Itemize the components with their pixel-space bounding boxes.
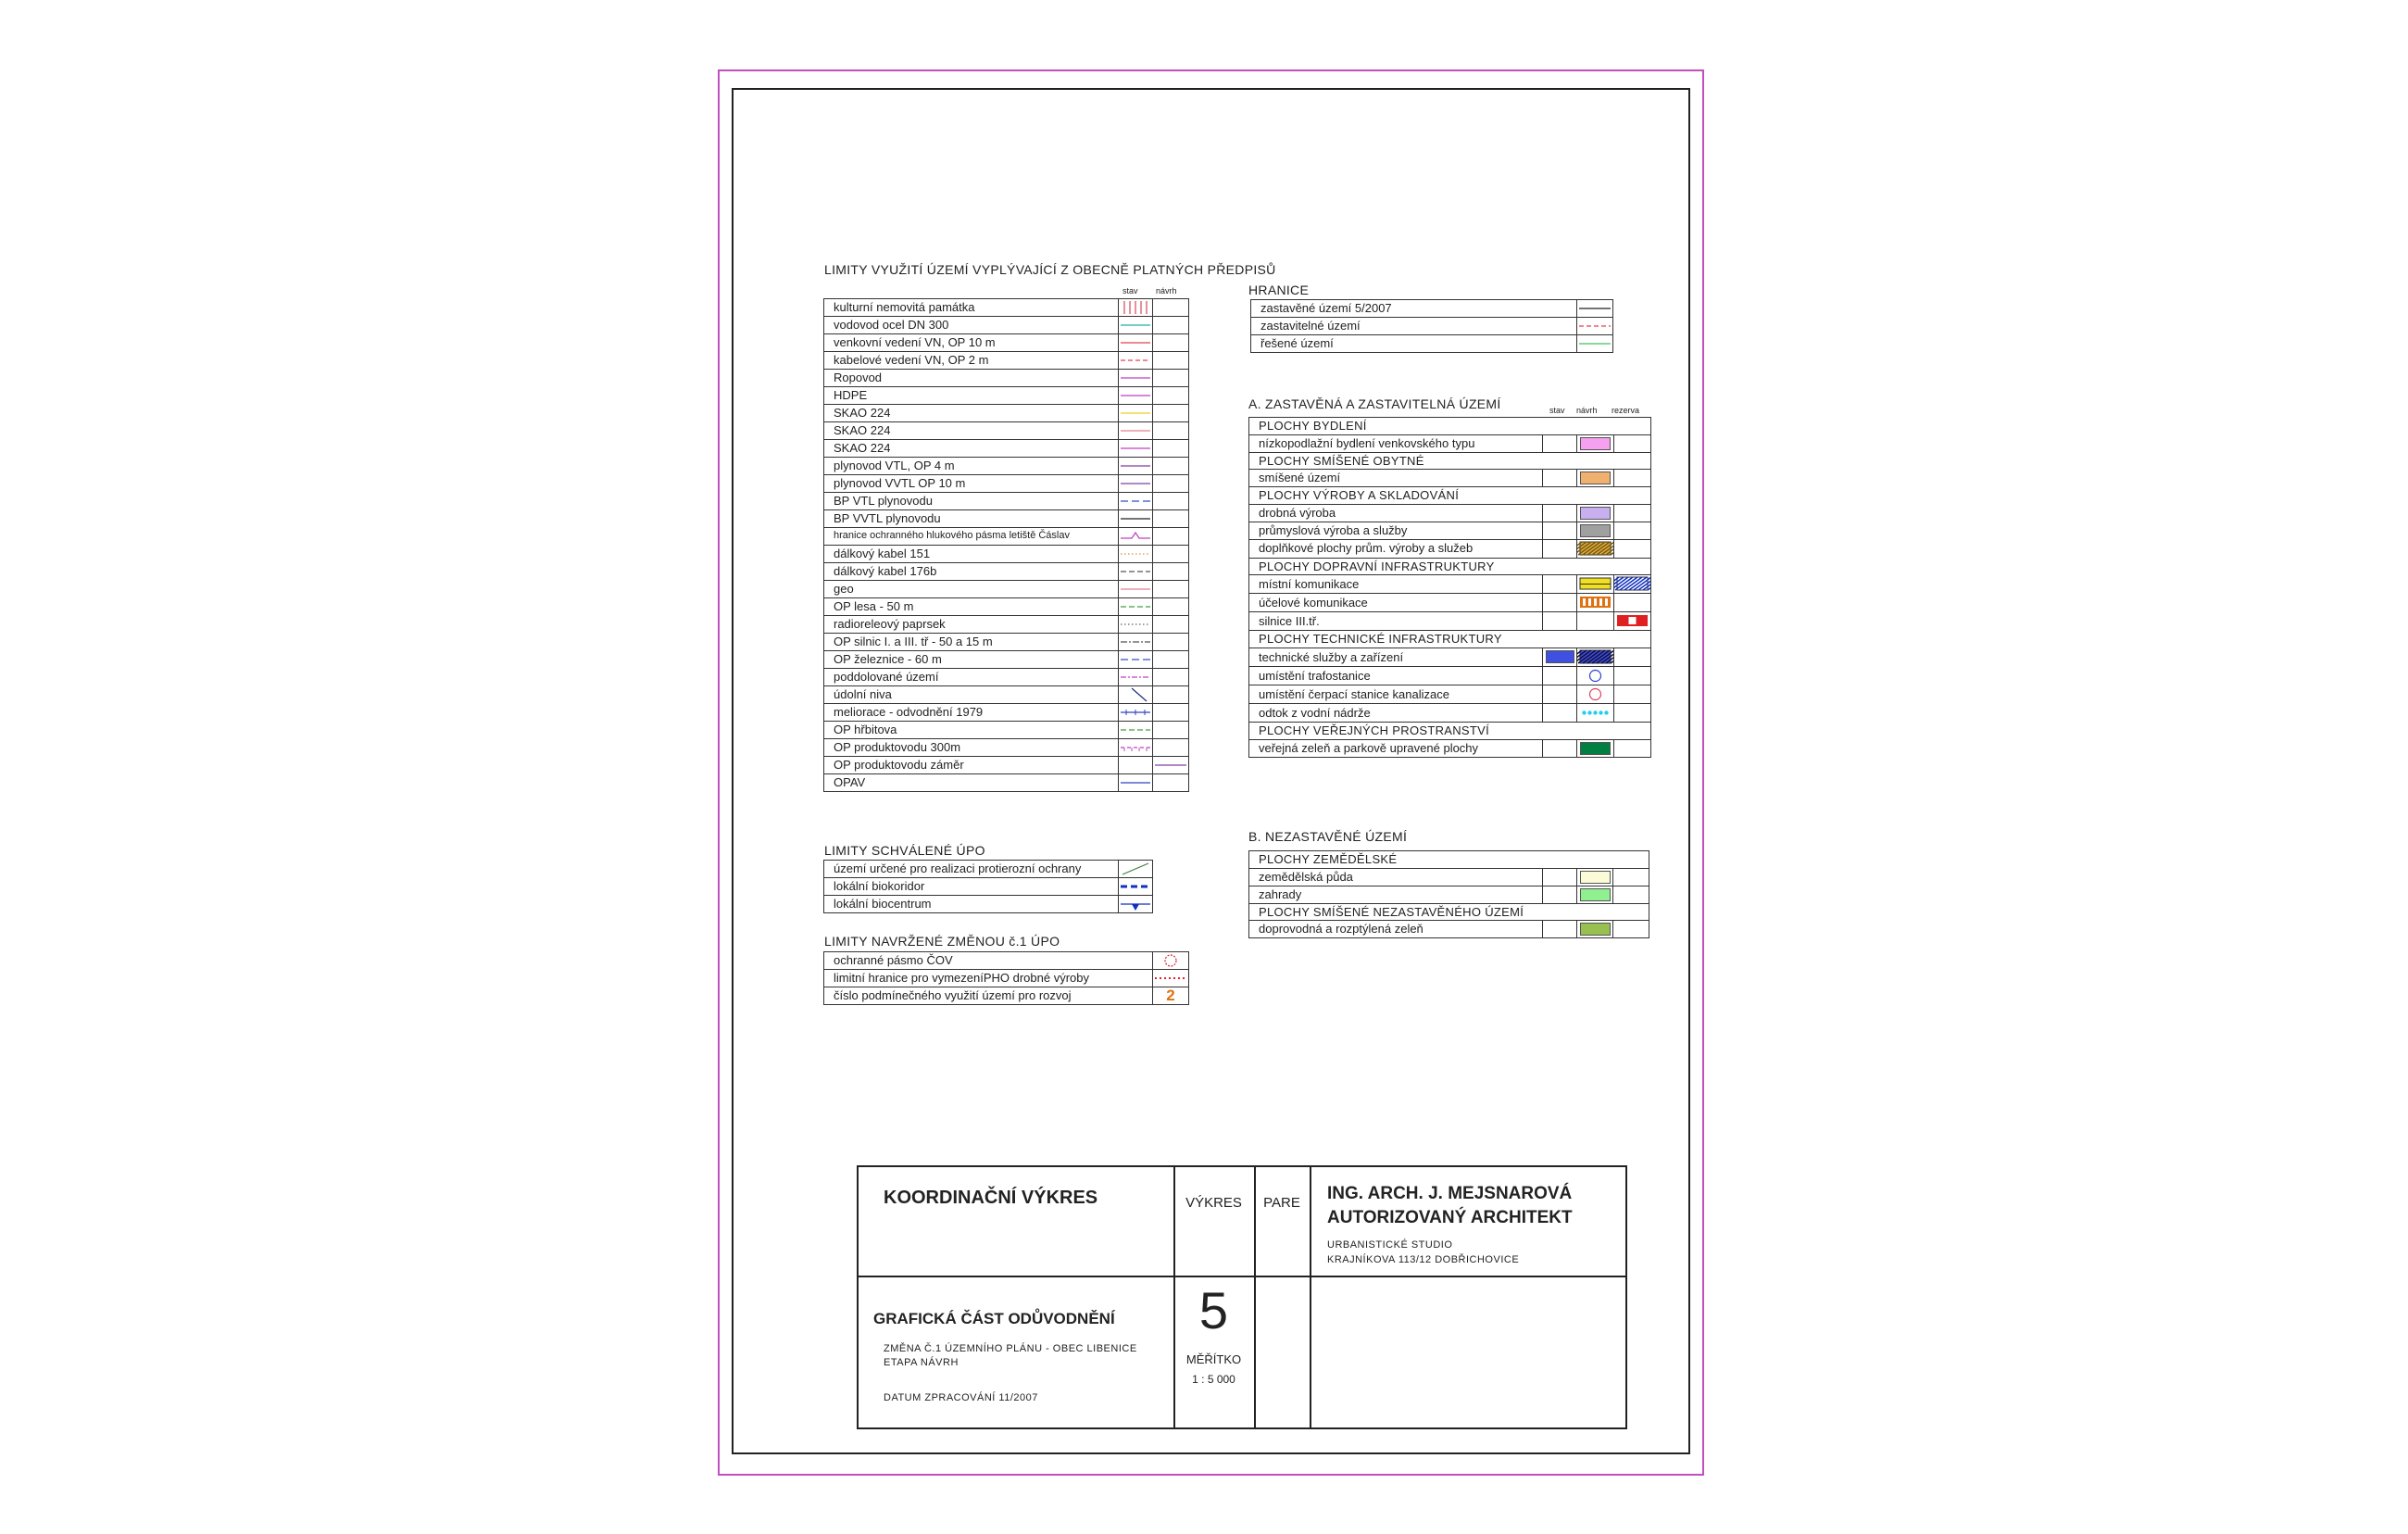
limits-row [824, 686, 1189, 704]
limits-navrh-symbol [1153, 774, 1189, 792]
limits-row [824, 370, 1189, 387]
rezerva-swatch [1614, 666, 1651, 685]
stav-swatch [1543, 868, 1577, 886]
limits-navrh-symbol [1153, 739, 1189, 757]
limits-row [824, 352, 1189, 370]
legend-label: veřejná zeleň a parkově upravené plochy [1249, 739, 1543, 757]
limits-label: meliorace - odvodnění 1979 [824, 704, 1119, 722]
limits-row [824, 334, 1189, 352]
limits-navrh-symbol [1153, 422, 1189, 440]
category-header: PLOCHY VÝROBY A SKLADOVÁNÍ [1249, 487, 1651, 505]
navrh-swatch [1577, 612, 1614, 631]
limits-symbol [1119, 563, 1153, 581]
stav-swatch [1543, 612, 1577, 631]
stav-swatch [1543, 470, 1577, 487]
scale-label: MĚŘÍTKO [1185, 1352, 1242, 1366]
project-stage: ETAPA NÁVRH [884, 1357, 959, 1368]
stav-swatch [1543, 666, 1577, 685]
legend-row [1249, 612, 1651, 631]
limits-navrh-symbol [1153, 405, 1189, 422]
legend-label: technické služby a zařízení [1249, 648, 1543, 666]
proposed-symbol [1153, 952, 1189, 970]
limits-symbol [1119, 739, 1153, 757]
section-b-table [1248, 850, 1649, 938]
date: DATUM ZPRACOVÁNÍ 11/2007 [884, 1392, 1038, 1403]
sheet-number: 5 [1198, 1281, 1229, 1339]
limits-row [824, 405, 1189, 422]
limits-navrh-symbol [1153, 493, 1189, 510]
rezerva-swatch [1614, 575, 1651, 594]
limits-navrh-symbol [1153, 616, 1189, 634]
limits-row [824, 493, 1189, 510]
legend-label: zemědělská půda [1249, 868, 1543, 886]
navrh-swatch [1577, 921, 1613, 938]
navrh-swatch [1577, 539, 1614, 558]
legend-label: umístění čerpací stanice kanalizace [1249, 685, 1543, 703]
col-a-stav-label: stav [1549, 406, 1565, 415]
limits-label: SKAO 224 [824, 422, 1119, 440]
hranice-symbol [1577, 300, 1613, 318]
hranice-row [1251, 318, 1613, 335]
limits-row [824, 616, 1189, 634]
limits-navrh-symbol [1153, 510, 1189, 528]
limits-row [824, 510, 1189, 528]
limits-label: SKAO 224 [824, 440, 1119, 458]
limits-symbol [1119, 774, 1153, 792]
legend-label: doplňkové plochy prům. výroby a služeb [1249, 539, 1543, 558]
legend-label: účelové komunikace [1249, 594, 1543, 612]
limits-label: plynovod VVTL OP 10 m [824, 475, 1119, 493]
navrh-swatch [1577, 470, 1614, 487]
category-header-row [1249, 452, 1651, 470]
limits-row [824, 475, 1189, 493]
hranice-label: zastavitelné území [1251, 318, 1577, 335]
col-a-navrh-label: návrh [1576, 406, 1598, 415]
title-block [857, 1165, 1627, 1429]
limits-label: dálkový kabel 151 [824, 546, 1119, 563]
section-a-table [1248, 417, 1651, 758]
approved-label: lokální biocentrum [824, 896, 1119, 913]
stav-swatch [1543, 575, 1577, 594]
legend-label: doprovodná a rozptýlená zeleň [1249, 921, 1543, 938]
limits-navrh-symbol [1153, 704, 1189, 722]
rezerva-swatch [1614, 612, 1651, 631]
category-header-row [1249, 722, 1651, 739]
limits-label: OP produktovodu 300m [824, 739, 1119, 757]
limits-navrh-symbol [1153, 334, 1189, 352]
stav-swatch [1543, 522, 1577, 539]
limits-navrh-symbol [1153, 440, 1189, 458]
limits-symbol [1119, 405, 1153, 422]
proposed-symbol: 2 [1153, 987, 1189, 1005]
limits-row [824, 458, 1189, 475]
limits-row [824, 774, 1189, 792]
limits-navrh-symbol [1153, 669, 1189, 686]
architect-name: ING. ARCH. J. MEJSNAROVÁ [1327, 1184, 1573, 1203]
stav-swatch [1543, 886, 1577, 903]
limits-navrh-symbol [1153, 387, 1189, 405]
stav-swatch [1543, 739, 1577, 757]
limits-symbol [1119, 598, 1153, 616]
legend-row [1249, 504, 1651, 522]
scale-value: 1 : 5 000 [1192, 1373, 1235, 1386]
limits-label: OP hřbitova [824, 722, 1119, 739]
limits-label: kulturní nemovitá památka [824, 299, 1119, 317]
rezerva-swatch [1614, 539, 1651, 558]
limits-label: poddolované území [824, 669, 1119, 686]
limits-navrh-symbol [1153, 475, 1189, 493]
proposed-label: číslo podmínečného využití území pro rozvoj [824, 987, 1153, 1005]
limits-label: venkovní vedení VN, OP 10 m [824, 334, 1119, 352]
limits-row [824, 317, 1189, 334]
col-a-rezerva-label: rezerva [1612, 406, 1640, 415]
legend-row [1249, 470, 1651, 487]
legend-row [1249, 886, 1649, 903]
limits-row [824, 440, 1189, 458]
legend-row [1249, 666, 1651, 685]
limits-symbol [1119, 352, 1153, 370]
hranice-label: zastavěné území 5/2007 [1251, 300, 1577, 318]
limits-symbol [1119, 528, 1153, 546]
stav-swatch [1543, 594, 1577, 612]
limits-row [824, 598, 1189, 616]
navrh-swatch [1577, 522, 1614, 539]
limits-symbol [1119, 616, 1153, 634]
legend-label: drobná výroba [1249, 504, 1543, 522]
limits-symbol [1119, 493, 1153, 510]
limits-navrh-symbol [1153, 651, 1189, 669]
category-header: PLOCHY VEŘEJNÝCH PROSTRANSTVÍ [1249, 722, 1651, 739]
navrh-swatch [1577, 739, 1614, 757]
limits-label: geo [824, 581, 1119, 598]
vykres-label: VÝKRES [1185, 1195, 1242, 1211]
limits-navrh-symbol [1153, 722, 1189, 739]
limits-row [824, 651, 1189, 669]
limits-label: kabelové vedení VN, OP 2 m [824, 352, 1119, 370]
rezerva-swatch [1614, 470, 1651, 487]
limits-navrh-symbol [1153, 686, 1189, 704]
legend-label: zahrady [1249, 886, 1543, 903]
limits-symbol [1119, 634, 1153, 651]
limits-symbol [1119, 757, 1153, 774]
legend-label: smíšené území [1249, 470, 1543, 487]
section-b-title: B. NEZASTAVĚNÉ ÚZEMÍ [1248, 829, 1408, 844]
proposed-row [824, 952, 1189, 970]
category-header: PLOCHY BYDLENÍ [1249, 418, 1651, 435]
limits-symbol [1119, 510, 1153, 528]
rezerva-swatch [1614, 504, 1651, 522]
hranice-title: HRANICE [1248, 283, 1310, 297]
navrh-swatch [1577, 594, 1614, 612]
approved-row [824, 878, 1153, 896]
legend-row [1249, 648, 1651, 666]
approved-limits-table [823, 860, 1153, 913]
limits-navrh-symbol [1153, 757, 1189, 774]
architect-title: AUTORIZOVANÝ ARCHITEKT [1327, 1208, 1573, 1227]
navrh-swatch [1577, 886, 1613, 903]
stav-swatch [1543, 434, 1577, 452]
limits-symbol [1119, 422, 1153, 440]
limits-label: BP VVTL plynovodu [824, 510, 1119, 528]
proposed-limits-table [823, 951, 1189, 1005]
limits-navrh-symbol [1153, 299, 1189, 317]
limits-symbol [1119, 475, 1153, 493]
limits-label: vodovod ocel DN 300 [824, 317, 1119, 334]
rezerva-swatch [1613, 868, 1649, 886]
approved-label: území určené pro realizaci protierozní ochrany [824, 861, 1119, 878]
hranice-symbol [1577, 335, 1613, 353]
drawing-part: GRAFICKÁ ČÁST ODŮVODNĚNÍ [873, 1310, 1115, 1327]
limits-symbol [1119, 370, 1153, 387]
rezerva-swatch [1613, 921, 1649, 938]
proposed-label: limitní hranice pro vymezeníPHO drobné výroby [824, 970, 1153, 987]
proposed-row [824, 987, 1189, 1005]
limits-navrh-symbol [1153, 634, 1189, 651]
hranice-symbol [1577, 318, 1613, 335]
legend-label: průmyslová výroba a služby [1249, 522, 1543, 539]
limits-label: dálkový kabel 176b [824, 563, 1119, 581]
limits-row [824, 546, 1189, 563]
navrh-swatch [1577, 504, 1614, 522]
legend-label: umístění trafostanice [1249, 666, 1543, 685]
limits-label: SKAO 224 [824, 405, 1119, 422]
category-header: PLOCHY SMÍŠENÉ OBYTNÉ [1249, 452, 1651, 470]
pare-label: PARE [1263, 1195, 1300, 1211]
legend-row [1249, 703, 1651, 722]
legend-row [1249, 434, 1651, 452]
limits-navrh-symbol [1153, 317, 1189, 334]
category-header: PLOCHY DOPRAVNÍ INFRASTRUKTURY [1249, 558, 1651, 575]
rezerva-swatch [1614, 739, 1651, 757]
legend-row [1249, 739, 1651, 757]
legend-row [1249, 685, 1651, 703]
limits-label: radioreleový paprsek [824, 616, 1119, 634]
limits-label: OP produktovodu záměr [824, 757, 1119, 774]
stav-swatch [1543, 648, 1577, 666]
proposed-section-title: LIMITY NAVRŽENÉ ZMĚNOU č.1 ÚPO [824, 934, 1060, 949]
navrh-swatch [1577, 868, 1613, 886]
limits-label: BP VTL plynovodu [824, 493, 1119, 510]
stav-swatch [1543, 703, 1577, 722]
legend-row [1249, 594, 1651, 612]
limits-row [824, 722, 1189, 739]
limits-symbol [1119, 546, 1153, 563]
limits-symbol [1119, 669, 1153, 686]
limits-row [824, 299, 1189, 317]
limits-navrh-symbol [1153, 598, 1189, 616]
limits-row [824, 704, 1189, 722]
legend-row [1249, 522, 1651, 539]
category-header-row [1249, 851, 1649, 869]
category-header-row [1249, 418, 1651, 435]
stav-swatch [1543, 504, 1577, 522]
navrh-swatch [1577, 648, 1614, 666]
project-name: ZMĚNA Č.1 ÚZEMNÍHO PLÁNU - OBEC LIBENICE [884, 1343, 1137, 1354]
legend-row [1249, 575, 1651, 594]
limits-symbol [1119, 458, 1153, 475]
category-header-row [1249, 558, 1651, 575]
limits-label: OP železnice - 60 m [824, 651, 1119, 669]
hranice-row [1251, 300, 1613, 318]
limits-row [824, 757, 1189, 774]
limits-navrh-symbol [1153, 352, 1189, 370]
limits-symbol [1119, 440, 1153, 458]
col-navrh-label: návrh [1156, 286, 1177, 295]
category-header-row [1249, 631, 1651, 648]
limits-label: hranice ochranného hlukového pásma letiště Čáslav [824, 528, 1119, 546]
approved-row [824, 861, 1153, 878]
limits-navrh-symbol [1153, 546, 1189, 563]
stav-swatch [1543, 685, 1577, 703]
navrh-swatch [1577, 434, 1614, 452]
limits-navrh-symbol [1153, 581, 1189, 598]
navrh-swatch [1577, 703, 1614, 722]
limits-symbol [1119, 387, 1153, 405]
hranice-label: řešené území [1251, 335, 1577, 353]
category-header: PLOCHY SMÍŠENÉ NEZASTAVĚNÉHO ÚZEMÍ [1249, 903, 1649, 921]
limits-navrh-symbol [1153, 563, 1189, 581]
limits-row [824, 528, 1189, 546]
drawing-name: KOORDINAČNÍ VÝKRES [884, 1188, 1098, 1208]
studio-name: URBANISTICKÉ STUDIO [1327, 1239, 1453, 1251]
hranice-row [1251, 335, 1613, 353]
rezerva-swatch [1614, 703, 1651, 722]
category-header-row [1249, 487, 1651, 505]
limits-row [824, 563, 1189, 581]
section-a-title: A. ZASTAVĚNÁ A ZASTAVITELNÁ ÚZEMÍ [1248, 396, 1501, 411]
legend-row [1249, 868, 1649, 886]
approved-label: lokální biokoridor [824, 878, 1119, 896]
limits-label: OP lesa - 50 m [824, 598, 1119, 616]
limits-row [824, 581, 1189, 598]
limits-navrh-symbol [1153, 528, 1189, 546]
rezerva-swatch [1614, 594, 1651, 612]
limits-symbol [1119, 317, 1153, 334]
limits-section-title: LIMITY VYUŽITÍ ÚZEMÍ VYPLÝVAJÍCÍ Z OBECNĚ PLATNÝCH PŘEDPISŮ [824, 262, 1276, 277]
limits-label: plynovod VTL, OP 4 m [824, 458, 1119, 475]
rezerva-swatch [1614, 522, 1651, 539]
stav-swatch [1543, 921, 1577, 938]
limits-symbol [1119, 334, 1153, 352]
col-stav-label: stav [1122, 286, 1138, 295]
proposed-row [824, 970, 1189, 987]
legend-row [1249, 921, 1649, 938]
limits-label: Ropovod [824, 370, 1119, 387]
approved-symbol [1119, 896, 1153, 913]
navrh-swatch [1577, 685, 1614, 703]
rezerva-swatch [1613, 886, 1649, 903]
limits-label: OP silnic I. a III. tř - 50 a 15 m [824, 634, 1119, 651]
limits-row [824, 387, 1189, 405]
proposed-label: ochranné pásmo ČOV [824, 952, 1153, 970]
limits-symbol [1119, 704, 1153, 722]
limits-row [824, 634, 1189, 651]
limits-symbol [1119, 581, 1153, 598]
rezerva-swatch [1614, 685, 1651, 703]
limits-symbol [1119, 299, 1153, 317]
limits-row [824, 669, 1189, 686]
limits-symbol [1119, 686, 1153, 704]
legend-label: odtok z vodní nádrže [1249, 703, 1543, 722]
limits-navrh-symbol [1153, 458, 1189, 475]
navrh-swatch [1577, 666, 1614, 685]
limits-label: HDPE [824, 387, 1119, 405]
proposed-symbol [1153, 970, 1189, 987]
limits-table [823, 298, 1189, 792]
legend-row [1249, 539, 1651, 558]
limits-row [824, 422, 1189, 440]
legend-label: místní komunikace [1249, 575, 1543, 594]
navrh-swatch [1577, 575, 1614, 594]
limits-symbol [1119, 722, 1153, 739]
approved-symbol [1119, 861, 1153, 878]
approved-section-title: LIMITY SCHVÁLENÉ ÚPO [824, 843, 985, 858]
rezerva-swatch [1614, 648, 1651, 666]
limits-navrh-symbol [1153, 370, 1189, 387]
limits-symbol [1119, 651, 1153, 669]
category-header: PLOCHY ZEMĚDĚLSKÉ [1249, 851, 1649, 869]
studio-address: KRAJNÍKOVA 113/12 DOBŘICHOVICE [1327, 1254, 1520, 1265]
limits-row [824, 739, 1189, 757]
category-header-row [1249, 903, 1649, 921]
limits-label: OPAV [824, 774, 1119, 792]
rezerva-swatch [1614, 434, 1651, 452]
limits-label: údolní niva [824, 686, 1119, 704]
legend-label: silnice III.tř. [1249, 612, 1543, 631]
approved-symbol [1119, 878, 1153, 896]
legend-label: nízkopodlažní bydlení venkovského typu [1249, 434, 1543, 452]
category-header: PLOCHY TECHNICKÉ INFRASTRUKTURY [1249, 631, 1651, 648]
stav-swatch [1543, 539, 1577, 558]
approved-row [824, 896, 1153, 913]
hranice-table [1250, 299, 1613, 353]
